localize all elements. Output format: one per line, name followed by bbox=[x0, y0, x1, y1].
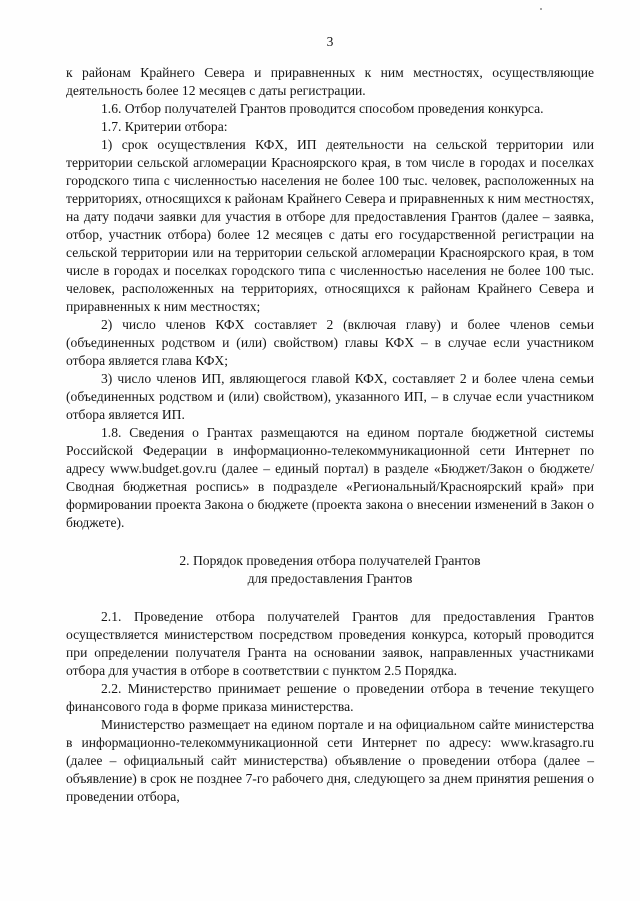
paragraph: 1.8. Сведения о Грантах размещаются на едином портале бюджетной системы Российской Федерации в информационно-телекоммуникационной сети Интернет по адресу www.budget.gov.ru (далее – единый портал) в разделе «Бюджет/Закон о бюджете/Сводная бюджетная роспись» в подразделе «Региональный/Красноярский край» при формировании проекта Закона о бюджете (проекта закона о внесении изменений в Закон о бюджете). bbox=[66, 425, 594, 530]
paragraph: 1) срок осуществления КФХ, ИП деятельности на сельской территории или территории сельской агломерации Красноярского края, в том числе в городах и поселках городского типа с численностью населения не более 100 тыс. человек, расположенных на территориях, относящихся к районам Крайнего Севера и приравненных к ним местностях, на дату подачи заявки для участия в отборе для предоставления Грантов (далее – заявка, отбор, участник отбора) более 12 месяцев с даты его государственной регистрации на сельской территории или на территории сельской агломерации Красноярского края, в том числе в городах и поселках городского типа с численностью населения не более 100 тыс. человек, расположенных на территориях, относящихся к районам Крайнего Севера и приравненных к ним местностях; bbox=[66, 137, 594, 314]
section-heading-line1: 2. Порядок проведения отбора получателей Грантов bbox=[179, 553, 481, 568]
section-heading bbox=[66, 552, 594, 588]
body-text-before bbox=[66, 64, 594, 532]
paragraph: 1.6. Отбор получателей Грантов проводится способом проведения конкурса. bbox=[101, 101, 544, 116]
page-number: 3 bbox=[326, 34, 334, 49]
paragraph: 2.1. Проведение отбора получателей Грантов для предоставления Грантов осуществляется министерством посредством проведения конкурса, который проводится при определении получателя Гранта на основании заявок, направленных участниками отбора для участия в отборе в соответствии с пунктом 2.5 Порядка. bbox=[66, 609, 594, 678]
paragraph: 3) число членов ИП, являющегося главой КФХ, составляет 2 и более члена семьи (объединенных родством и (или) свойством), указанного ИП, – в случае если участником отбора является ИП. bbox=[66, 371, 594, 422]
body-text-after bbox=[66, 608, 594, 806]
paragraph: 2.2. Министерство принимает решение о проведении отбора в течение текущего финансового года в форме приказа министерства. bbox=[66, 681, 594, 714]
section-heading-line2: для предоставления Грантов bbox=[247, 571, 413, 586]
scan-speck bbox=[540, 8, 542, 10]
paragraph: 1.7. Критерии отбора: bbox=[101, 119, 228, 134]
paragraph: Министерство размещает на едином портале и на официальном сайте министерства в информационно-телекоммуникационной сети Интернет по адресу: www.krasagro.ru (далее – официальный сайт министерства) объявление о проведении отбора (далее – объявление) в срок не позднее 7-го рабочего дня, следующего за днем принятия решения о проведении отбора, bbox=[66, 717, 594, 804]
paragraph: к районам Крайнего Севера и приравненных к ним местностях, осуществляющие деятельность более 12 месяцев с даты регистрации. bbox=[66, 65, 594, 98]
paragraph: 2) число членов КФХ составляет 2 (включая главу) и более членов семьи (объединенных родством и (или) свойством) главы КФХ – в случае если участником отбора является глава КФХ; bbox=[66, 317, 594, 368]
